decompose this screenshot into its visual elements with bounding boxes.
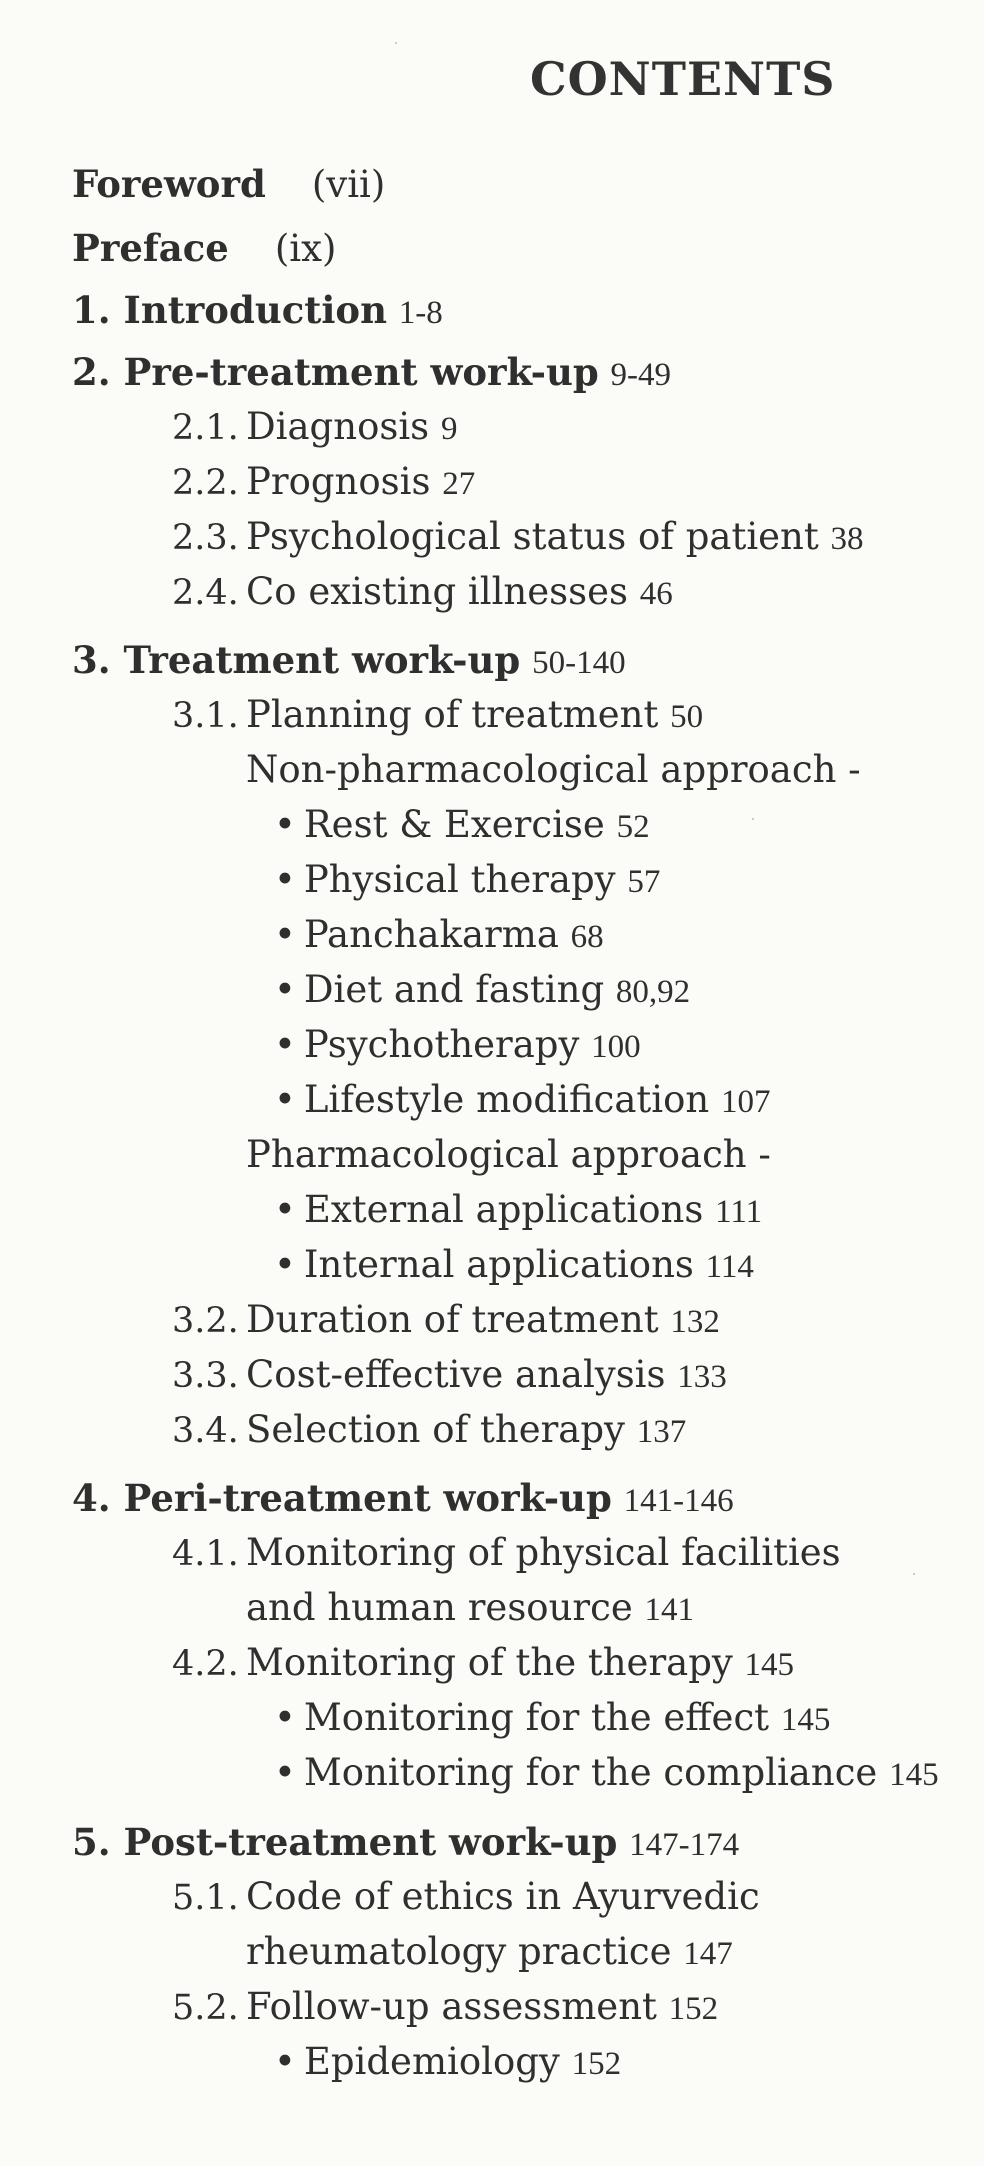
- toc-number: 2.1.: [172, 408, 239, 448]
- toc-page: 1-8: [398, 295, 443, 331]
- toc-page: 50-140: [532, 645, 626, 681]
- toc-entry-preface: [72, 226, 336, 271]
- toc-bullet-item: [274, 913, 604, 959]
- toc-page: 145: [780, 1702, 831, 1738]
- toc-label: Prognosis: [246, 460, 431, 503]
- toc-number: 3.1.: [172, 696, 239, 736]
- bullet-icon: •: [274, 1188, 296, 1231]
- toc-entry-foreword: [72, 162, 385, 207]
- toc-bullet-item: [274, 858, 660, 904]
- toc-label: Code of ethics in Ayurvedic: [246, 1875, 760, 1918]
- toc-label: Monitoring of physical facilities: [246, 1531, 841, 1574]
- bullet-icon: •: [274, 1023, 296, 1066]
- toc-number: 2.4.: [172, 573, 239, 613]
- toc-page: 152: [571, 2046, 622, 2082]
- toc-label: 3. Treatment work-up: [72, 638, 521, 682]
- toc-label: Planning of treatment: [246, 693, 659, 736]
- toc-section: [172, 1353, 727, 1399]
- toc-section: [172, 1531, 841, 1576]
- toc-section: [172, 570, 673, 616]
- bullet-icon: •: [274, 1696, 296, 1739]
- toc-page: 80,92: [615, 974, 691, 1010]
- toc-bullet-item: [274, 1696, 830, 1742]
- toc-label: Psychological status of patient: [246, 515, 819, 558]
- bullet-icon: •: [274, 913, 296, 956]
- toc-page: 145: [889, 1757, 939, 1793]
- toc-page: 141: [644, 1592, 694, 1628]
- toc-page: 50: [670, 699, 704, 735]
- toc-label: Physical therapy: [303, 858, 616, 901]
- bullet-icon: •: [274, 1078, 296, 1121]
- toc-page: 27: [442, 466, 476, 502]
- bullet-icon: •: [274, 803, 296, 846]
- toc-page: 38: [830, 521, 864, 557]
- toc-label: Pharmacological approach -: [246, 1133, 771, 1176]
- toc-section-continued: [246, 1930, 733, 1976]
- toc-label: 2. Pre-treatment work-up: [72, 350, 599, 394]
- toc-label: Selection of therapy: [246, 1408, 625, 1451]
- toc-chapter-1: [72, 288, 443, 335]
- paper-speck: [752, 818, 754, 820]
- toc-section: [172, 1985, 718, 2031]
- bullet-icon: •: [274, 1751, 296, 1794]
- toc-section-continued: [246, 1586, 694, 1632]
- toc-page: 147-174: [629, 1827, 740, 1863]
- toc-page: (vii): [311, 163, 386, 206]
- toc-section: [172, 405, 457, 451]
- toc-page: 133: [677, 1359, 727, 1395]
- toc-number: 3.3.: [172, 1356, 239, 1396]
- toc-page: (ix): [274, 227, 337, 270]
- toc-bullet-item: [274, 1188, 762, 1234]
- toc-page: 107: [721, 1084, 771, 1120]
- toc-number: 4.1.: [172, 1534, 239, 1574]
- toc-bullet-item: [274, 803, 650, 849]
- toc-section: [172, 1875, 760, 1920]
- toc-label: 4. Peri-treatment work-up: [72, 1476, 612, 1520]
- toc-label: Co existing illnesses: [246, 570, 628, 613]
- toc-label: rheumatology practice: [246, 1930, 672, 1973]
- bullet-icon: •: [274, 858, 296, 901]
- toc-page: 100: [591, 1029, 641, 1065]
- toc-label: and human resource: [246, 1586, 633, 1629]
- toc-label: Psychotherapy: [303, 1023, 580, 1066]
- page-title: CONTENTS: [530, 52, 836, 106]
- toc-chapter-2: [72, 350, 671, 397]
- toc-number: 2.3.: [172, 518, 239, 558]
- toc-chapter-4: [72, 1476, 734, 1523]
- bullet-icon: •: [274, 2040, 296, 2083]
- toc-label: Monitoring of the therapy: [246, 1641, 733, 1684]
- toc-page: 132: [670, 1304, 720, 1340]
- toc-bullet-item: [274, 1243, 754, 1289]
- toc-label: Duration of treatment: [246, 1298, 659, 1341]
- toc-label: Monitoring for the effect: [303, 1696, 770, 1739]
- toc-bullet-item: [274, 1751, 939, 1797]
- toc-bullet-item: [274, 1078, 771, 1124]
- toc-page: 52: [616, 809, 650, 845]
- toc-label: Internal applications: [303, 1243, 694, 1286]
- bullet-icon: •: [274, 968, 296, 1011]
- toc-label: Non-pharmacological approach -: [246, 748, 861, 791]
- toc-chapter-5: [72, 1820, 739, 1867]
- toc-section: [172, 460, 475, 506]
- toc-label: Panchakarma: [303, 913, 559, 956]
- toc-page: 114: [705, 1249, 754, 1285]
- toc-page: 141-146: [623, 1483, 734, 1519]
- toc-page: 68: [570, 919, 604, 955]
- toc-label: Lifestyle modification: [303, 1078, 710, 1121]
- toc-number: 3.4.: [172, 1411, 239, 1451]
- toc-label: Diet and fasting: [303, 968, 605, 1011]
- toc-page: 9-49: [610, 357, 672, 393]
- toc-number: 5.1.: [172, 1878, 239, 1918]
- toc-page: 147: [683, 1936, 733, 1972]
- toc-section: [172, 1408, 686, 1454]
- toc-number: 3.2.: [172, 1301, 239, 1341]
- toc-page: 152: [668, 1991, 719, 2027]
- paper-speck: [395, 42, 397, 44]
- toc-page: 111: [715, 1194, 763, 1230]
- toc-label: Foreword: [72, 162, 266, 206]
- toc-label: Rest & Exercise: [303, 803, 605, 846]
- toc-page: 145: [744, 1647, 795, 1683]
- toc-label: 1. Introduction: [72, 288, 388, 332]
- toc-subheading: [246, 748, 861, 792]
- bullet-icon: •: [274, 1243, 296, 1286]
- toc-section: [172, 515, 864, 561]
- toc-page: 57: [627, 864, 661, 900]
- toc-number: 2.2.: [172, 463, 239, 503]
- toc-section: [172, 693, 703, 739]
- toc-section: [172, 1641, 794, 1687]
- toc-label: Diagnosis: [246, 405, 430, 448]
- paper-speck: [913, 1573, 915, 1575]
- toc-bullet-item: [274, 968, 690, 1014]
- toc-label: Preface: [72, 226, 229, 270]
- toc-section: [172, 1298, 720, 1344]
- toc-number: 5.2.: [172, 1988, 239, 2028]
- toc-label: 5. Post-treatment work-up: [72, 1820, 618, 1864]
- toc-label: External applications: [303, 1188, 704, 1231]
- toc-number: 4.2.: [172, 1644, 239, 1684]
- toc-label: Follow-up assessment: [246, 1985, 657, 2028]
- toc-label: Cost-effective analysis: [246, 1353, 666, 1396]
- toc-label: Epidemiology: [303, 2040, 560, 2083]
- toc-page: 9: [440, 411, 458, 447]
- toc-label: Monitoring for the compliance: [303, 1751, 878, 1794]
- toc-page: 137: [636, 1414, 687, 1450]
- toc-bullet-item: [274, 2040, 621, 2086]
- toc-page: 46: [639, 576, 673, 612]
- toc-bullet-item: [274, 1023, 641, 1069]
- toc-chapter-3: [72, 638, 626, 685]
- toc-subheading: [246, 1133, 771, 1177]
